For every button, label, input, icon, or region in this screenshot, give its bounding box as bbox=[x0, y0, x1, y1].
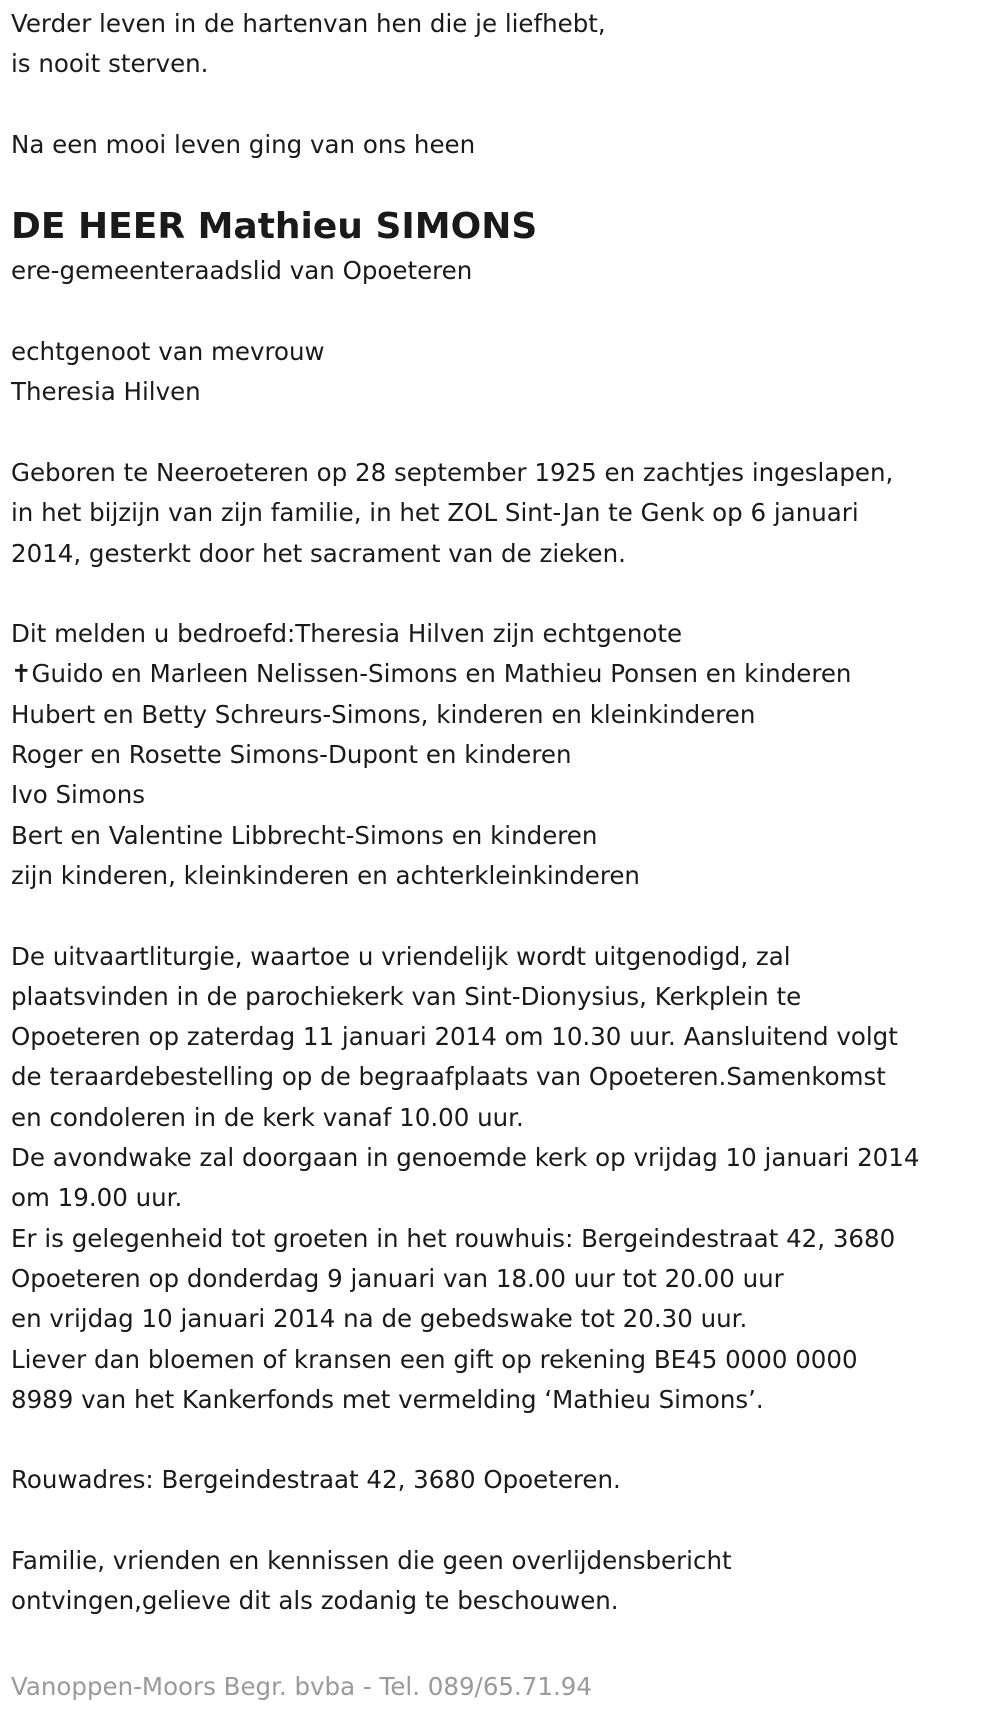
paragraph-line: plaatsvinden in de parochiekerk van Sint-Dionysius, Kerkplein te bbox=[11, 981, 802, 1011]
paragraph-line: De avondwake zal doorgaan in genoemde kerk op vrijdag 10 januari 2014 bbox=[11, 1143, 920, 1173]
paragraph-line: Opoeteren op donderdag 9 januari van 18.00 uur tot 20.00 uur bbox=[11, 1263, 784, 1293]
paragraph-line: Opoeteren op zaterdag 11 januari 2014 om 10.30 uur. Aansluitend volgt bbox=[11, 1022, 898, 1052]
announcer-line: Ivo Simons bbox=[11, 780, 146, 810]
paragraph-line: in het bijzijn van zijn familie, in het ZOL Sint-Jan te Genk op 6 januari bbox=[11, 498, 859, 528]
paragraph-line: Familie, vrienden en kennissen die geen overlijdensbericht bbox=[11, 1545, 732, 1575]
ceremony-paragraph bbox=[11, 937, 996, 1421]
announcer-line: Bert en Valentine Libbrecht-Simons en kinderen bbox=[11, 820, 598, 850]
undertaker-footer: Vanoppen-Moors Begr. bvba - Tel. 089/65.71.94 bbox=[11, 1672, 592, 1701]
announcer-line: zijn kinderen, kleinkinderen en achterkleinkinderen bbox=[11, 860, 640, 890]
obituary-notice bbox=[11, 4, 996, 1622]
quote-line: Verder leven in de hartenvan hen die je liefhebt, bbox=[11, 9, 606, 38]
paragraph-line: 2014, gesterkt door het sacrament van de zieken. bbox=[11, 538, 626, 568]
paragraph-line: Liever dan bloemen of kransen een gift op rekening BE45 0000 0000 bbox=[11, 1344, 858, 1374]
announcer-line: Roger en Rosette Simons-Dupont en kinderen bbox=[11, 740, 572, 770]
announcer-line: Hubert en Betty Schreurs-Simons, kinderen en kleinkinderen bbox=[11, 699, 756, 729]
quote-line: is nooit sterven. bbox=[11, 49, 209, 79]
spouse-line: Theresia Hilven bbox=[11, 377, 201, 407]
announcers-list bbox=[11, 614, 996, 896]
announcer-line: Dit melden u bedroefd:Theresia Hilven zijn echtgenote bbox=[11, 619, 683, 649]
intro-text: Na een mooi leven ging van ons heen bbox=[11, 129, 476, 159]
spouse-block bbox=[11, 332, 996, 413]
announcer-line: ✝Guido en Marleen Nelissen-Simons en Mathieu Ponsen en kinderen bbox=[11, 659, 852, 689]
spouse-line: echtgenoot van mevrouw bbox=[11, 337, 325, 367]
paragraph-line: 8989 van het Kankerfonds met vermelding ‘Mathieu Simons’. bbox=[11, 1384, 764, 1414]
opening-quote bbox=[11, 4, 996, 85]
paragraph-line: De uitvaartliturgie, waartoe u vriendelijk wordt uitgenodigd, zal bbox=[11, 941, 791, 971]
paragraph-line: de teraardebestelling op de begraafplaats van Opoeteren.Samenkomst bbox=[11, 1062, 886, 1092]
paragraph-line: Geboren te Neeroeteren op 28 september 1925 en zachtjes ingeslapen, bbox=[11, 457, 894, 487]
birth-death-paragraph bbox=[11, 453, 996, 574]
paragraph-line: en vrijdag 10 januari 2014 na de gebedswake tot 20.30 uur. bbox=[11, 1304, 748, 1334]
paragraph-line: ontvingen,gelieve dit als zodanig te beschouwen. bbox=[11, 1586, 619, 1616]
paragraph-line: en condoleren in de kerk vanaf 10.00 uur. bbox=[11, 1102, 524, 1132]
deceased-name: DE HEER Mathieu SIMONS bbox=[11, 206, 538, 248]
deceased-role: ere-gemeenteraadslid van Opoeteren bbox=[11, 256, 473, 286]
mourning-address: Rouwadres: Bergeindestraat 42, 3680 Opoeteren. bbox=[11, 1465, 621, 1495]
closing-paragraph bbox=[11, 1541, 996, 1622]
paragraph-line: om 19.00 uur. bbox=[11, 1183, 183, 1213]
paragraph-line: Er is gelegenheid tot groeten in het rouwhuis: Bergeindestraat 42, 3680 bbox=[11, 1223, 896, 1253]
